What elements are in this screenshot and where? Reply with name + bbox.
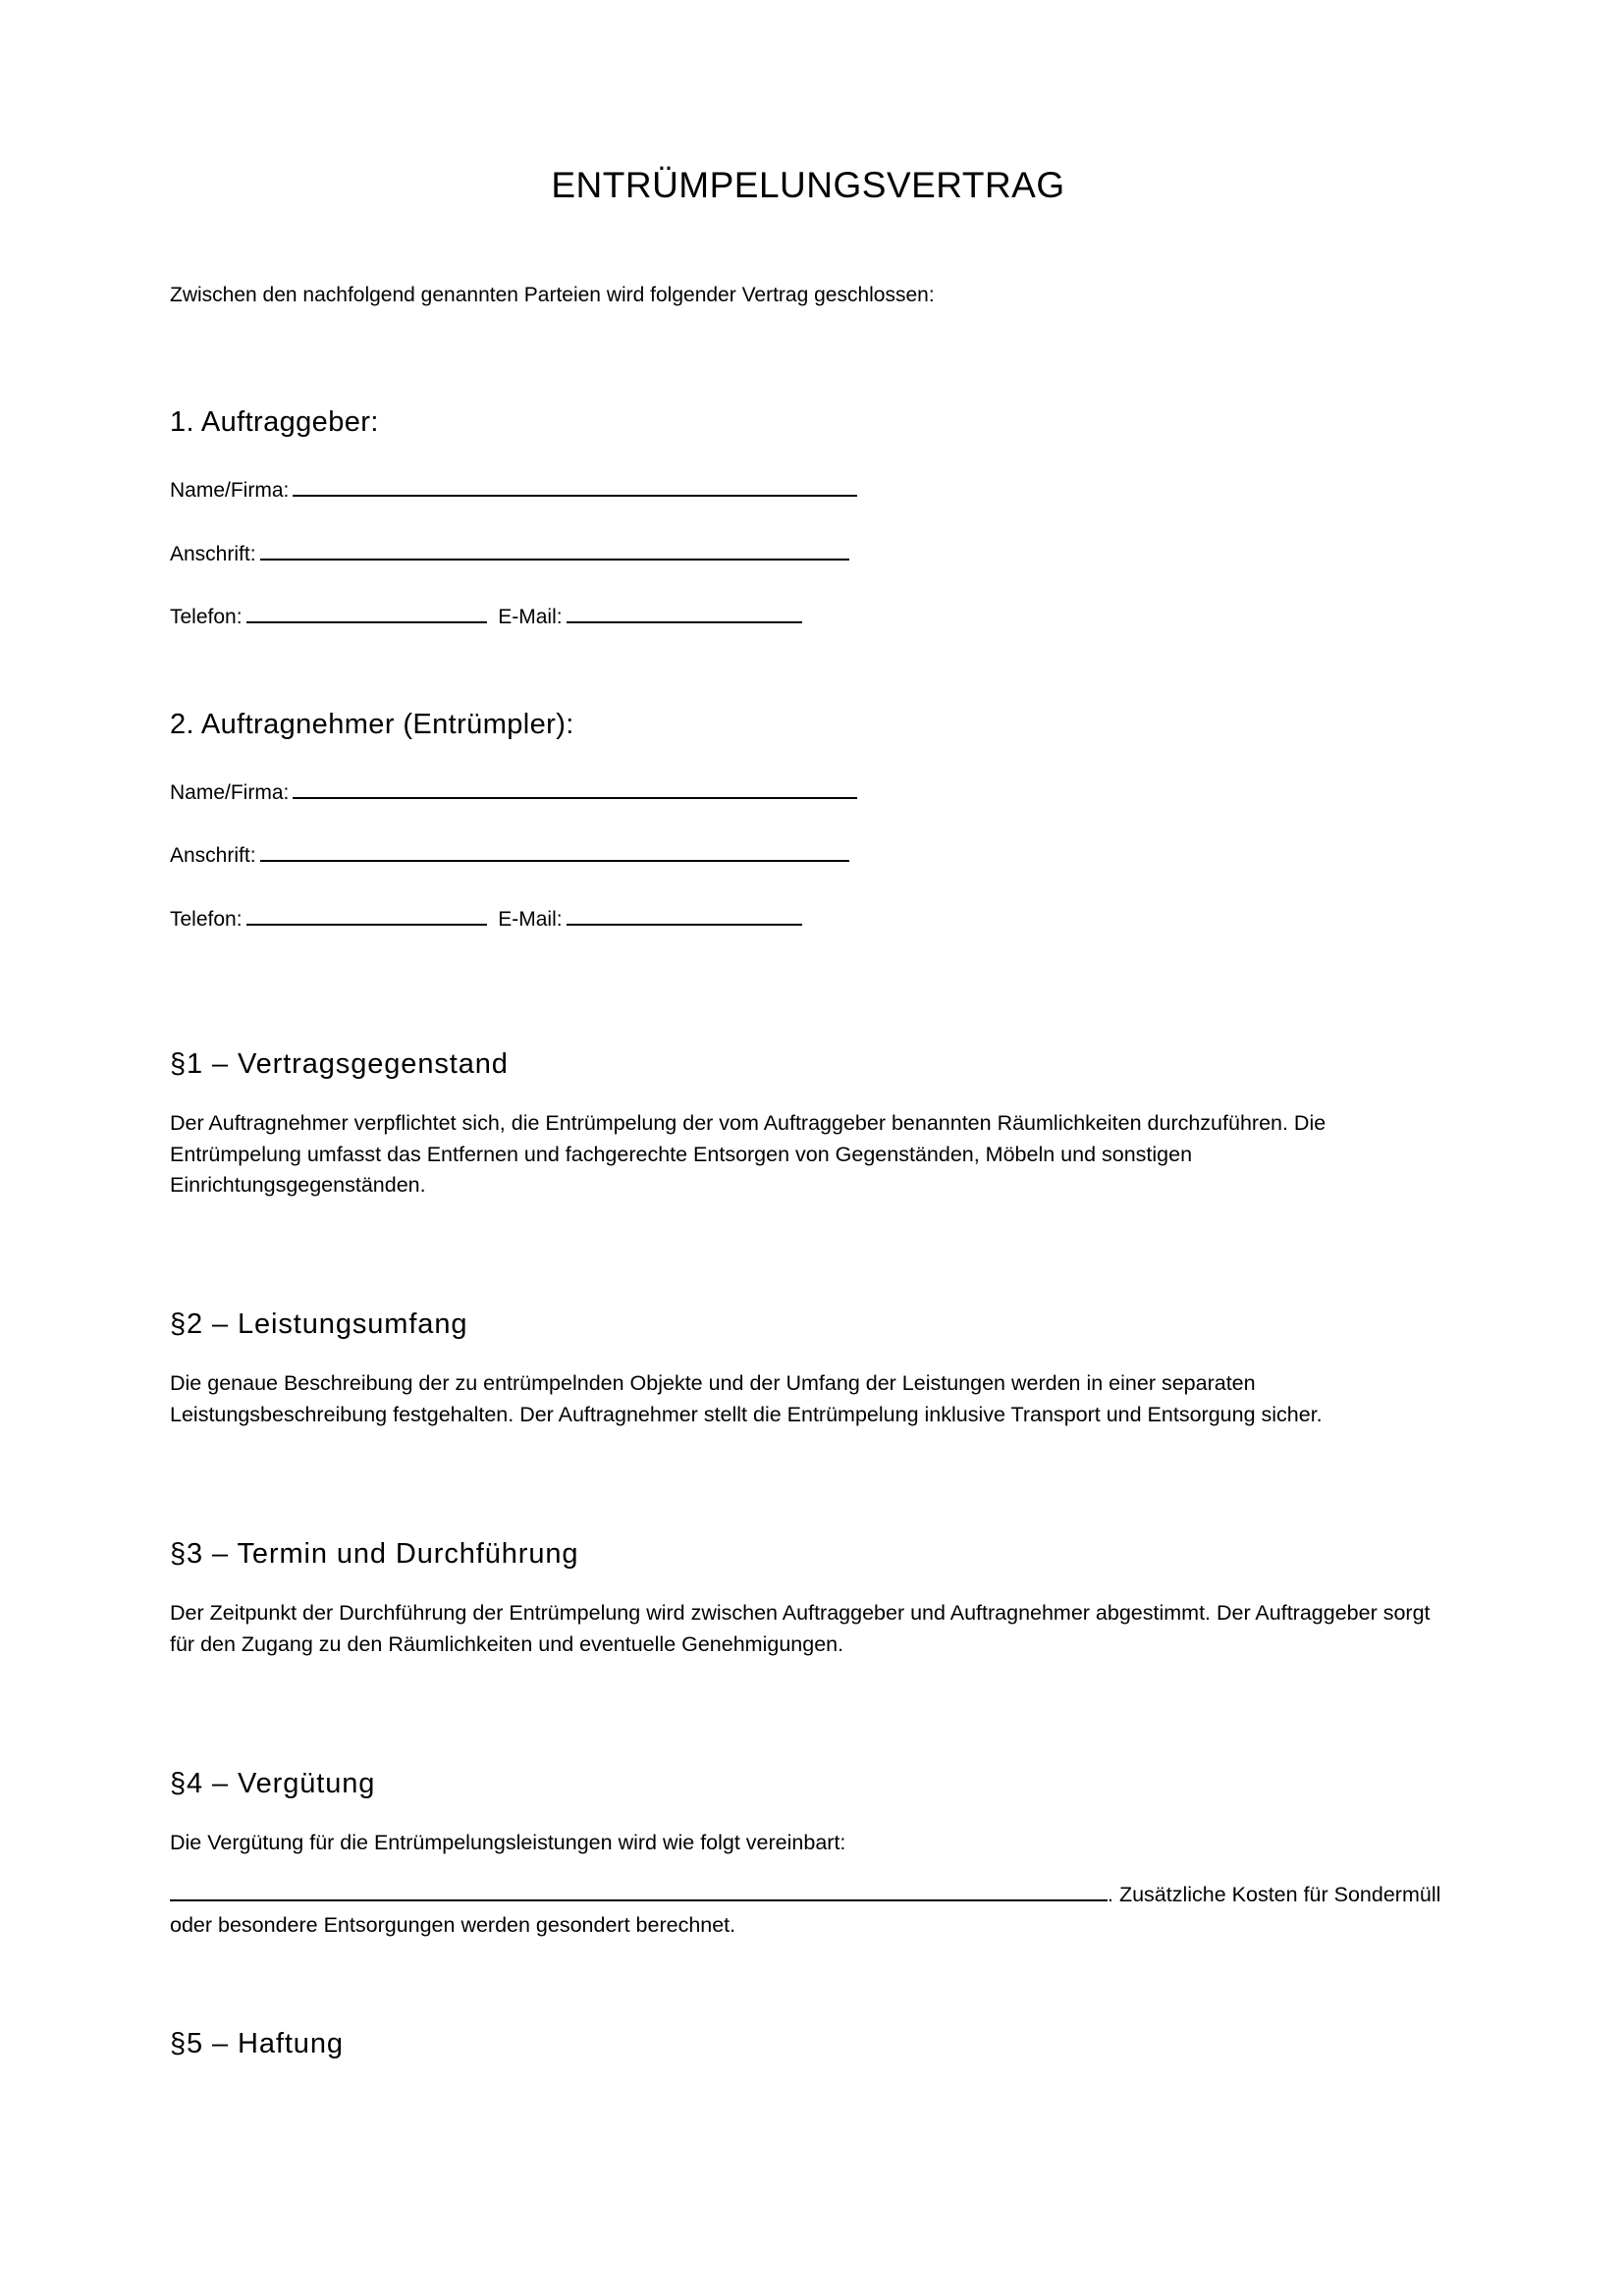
label-anschrift-1: Anschrift:: [170, 542, 256, 565]
input-anschrift-1[interactable]: [260, 541, 849, 561]
section-2: [170, 1222, 1446, 1430]
section-4: [170, 1682, 1446, 1942]
label-telefon-2: Telefon:: [170, 907, 243, 931]
intro-paragraph: Zwischen den nachfolgend genannten Parteien wird folgender Vertrag geschlossen:: [170, 284, 935, 306]
section-heading-4: §4 – Vergütung: [170, 1767, 376, 1799]
section-heading-5: §5 – Haftung: [170, 2028, 344, 2059]
party-heading-auftraggeber: 1. Auftraggeber:: [170, 406, 379, 439]
section-body-4: Die Vergütung für die Entrümpelungsleistungen wird wie folgt vereinbart:: [170, 1830, 846, 1854]
section-5: [170, 1942, 1446, 2060]
section-3: [170, 1452, 1446, 1660]
input-telefon-2[interactable]: [246, 906, 487, 926]
page-title: ENTRÜMPELUNGSVERTRAG: [551, 165, 1065, 205]
label-email-2: E-Mail:: [498, 907, 563, 931]
field-row-name-1: [170, 476, 1446, 506]
field-row-name-2: [170, 778, 1446, 808]
label-name-firma-1: Name/Firma:: [170, 479, 290, 503]
document-content: [170, 0, 1446, 2060]
input-name-firma-2[interactable]: [293, 779, 857, 799]
input-email-1[interactable]: [567, 604, 802, 623]
section-heading-3: §3 – Termin und Durchführung: [170, 1538, 579, 1571]
field-row-address-2: [170, 841, 1446, 871]
field-row-contact-1: [170, 603, 1446, 632]
section-heading-1: §1 – Vertragsgegenstand: [170, 1048, 509, 1081]
label-name-firma-2: Name/Firma:: [170, 780, 290, 804]
label-anschrift-2: Anschrift:: [170, 844, 256, 868]
party-heading-auftragnehmer: 2. Auftragnehmer (Entrümpler):: [170, 708, 574, 740]
input-telefon-1[interactable]: [246, 604, 487, 623]
section-body-2: Die genaue Beschreibung der zu entrümpelnden Objekte und der Umfang der Leistungen werden in einer separaten Leistungsbeschreibung festgehalten. Der Auftragnehmer stellt die Entrümpelung inklusive Transport und Entsorgung sicher.: [170, 1371, 1323, 1426]
section-body-4-after: . Zusätzliche Kosten für Sondermüll oder besondere Entsorgungen werden gesondert berechnet.: [170, 1882, 1441, 1938]
input-email-2[interactable]: [567, 906, 802, 926]
field-row-address-1: [170, 540, 1446, 569]
section-body-3: Der Zeitpunkt der Durchführung der Entrümpelung wird zwischen Auftraggeber und Auftragnehmer abgestimmt. Der Auftraggeber sorgt für den Zugang zu den Räumlichkeiten und eventuelle Genehmigungen.: [170, 1601, 1431, 1656]
input-verguetung[interactable]: [170, 1882, 1108, 1901]
section-4-price-row: [170, 1880, 1446, 1942]
input-name-firma-1[interactable]: [293, 477, 857, 497]
section-body-1: Der Auftragnehmer verpflichtet sich, die Entrümpelung der vom Auftraggeber benannten Räumlichkeiten durchzuführen. Die Entrümpelung umfasst das Entfernen und fachgerechte Entsorgen von Gegenständen, Möbeln und sonstigen Einrichtungsgegenständen.: [170, 1111, 1326, 1198]
label-email-1: E-Mail:: [498, 606, 563, 629]
label-telefon-1: Telefon:: [170, 606, 243, 629]
section-1: [170, 934, 1446, 1201]
field-row-contact-2: [170, 905, 1446, 934]
section-heading-2: §2 – Leistungsumfang: [170, 1308, 468, 1341]
input-anschrift-2[interactable]: [260, 842, 849, 862]
